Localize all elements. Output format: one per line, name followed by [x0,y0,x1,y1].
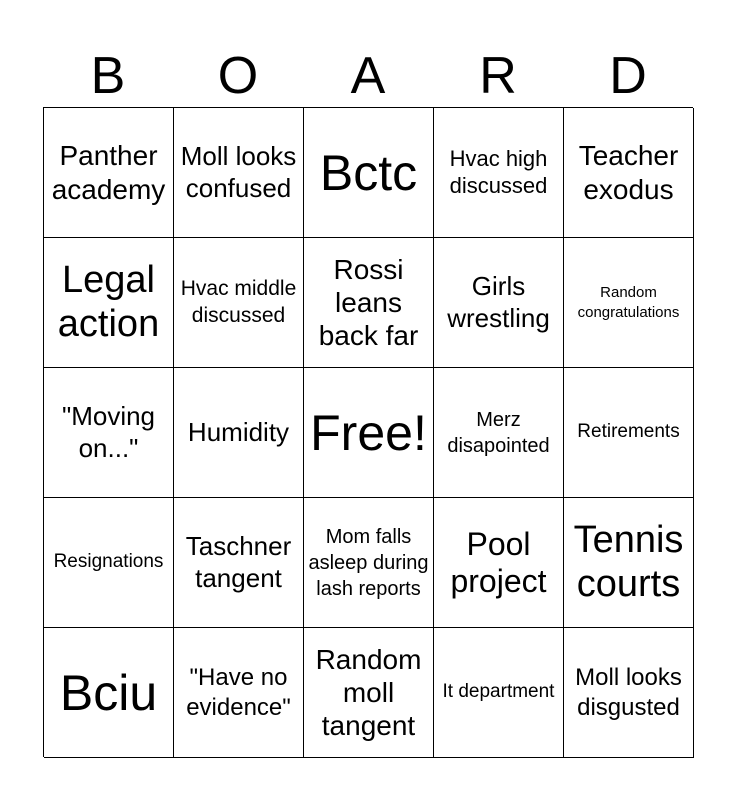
cell-text: Moll looks disgusted [575,663,682,721]
bingo-cell[interactable] [44,498,174,628]
cell-text: Free! [310,404,427,461]
cell-text: "Have no evidence" [186,663,291,721]
bingo-board [43,107,693,757]
board-header [43,46,693,106]
bingo-cell[interactable] [564,498,694,628]
bingo-cell[interactable] [174,498,304,628]
cell-text: Merz disapointed [447,408,550,457]
cell-text: Resignations [53,551,164,573]
bingo-cell[interactable] [304,628,434,758]
bingo-cell[interactable] [174,238,304,368]
cell-text: Pool project [450,525,547,599]
bingo-cell[interactable] [174,628,304,758]
cell-text: Random moll tangent [315,643,422,742]
cell-text: Girls wrestling [447,271,550,333]
bingo-cell[interactable] [564,238,694,368]
bingo-cell[interactable] [434,498,564,628]
cell-text: Random congratulations [577,284,680,321]
cell-text: Teacher exodus [578,140,679,205]
bingo-cell[interactable] [44,238,174,368]
cell-text: It department [442,681,555,703]
cell-text: Rossi leans back far [318,253,419,352]
bingo-cell[interactable] [44,368,174,498]
header-letter-b: B [90,47,126,105]
bingo-cell[interactable] [434,238,564,368]
cell-text: Taschner tangent [185,531,292,593]
bingo-cell[interactable] [564,628,694,758]
bingo-cell[interactable] [44,108,174,238]
bingo-cell[interactable] [564,108,694,238]
bingo-cell[interactable] [44,628,174,758]
cell-text: "Moving on..." [61,401,156,463]
bingo-cell[interactable] [434,368,564,498]
bingo-cell[interactable] [434,108,564,238]
bingo-cell[interactable] [304,238,434,368]
bingo-cell[interactable] [304,498,434,628]
cell-text: Tennis courts [573,518,684,605]
cell-text: Panther academy [51,140,166,205]
cell-text: Legal action [57,258,160,345]
bingo-cell[interactable] [304,108,434,238]
header-letter-d: D [609,47,647,105]
cell-text: Humidity [187,416,290,447]
cell-text: Retirements [577,421,680,443]
cell-text: Moll looks confused [180,141,297,203]
bingo-cell[interactable] [174,368,304,498]
header-letter-r: R [479,47,517,105]
cell-text: Hvac high discussed [449,146,548,198]
bingo-cell free-space[interactable] [304,368,434,498]
bingo-cell[interactable] [564,368,694,498]
bingo-cell[interactable] [434,628,564,758]
bingo-cell[interactable] [174,108,304,238]
cell-text: Mom falls asleep during lash reports [308,525,429,600]
cell-text: Bciu [59,664,158,721]
header-letter-a: A [350,47,386,105]
header-letter-o: O [217,47,259,105]
cell-text: Hvac middle discussed [180,277,297,327]
cell-text: Bctc [319,144,418,201]
